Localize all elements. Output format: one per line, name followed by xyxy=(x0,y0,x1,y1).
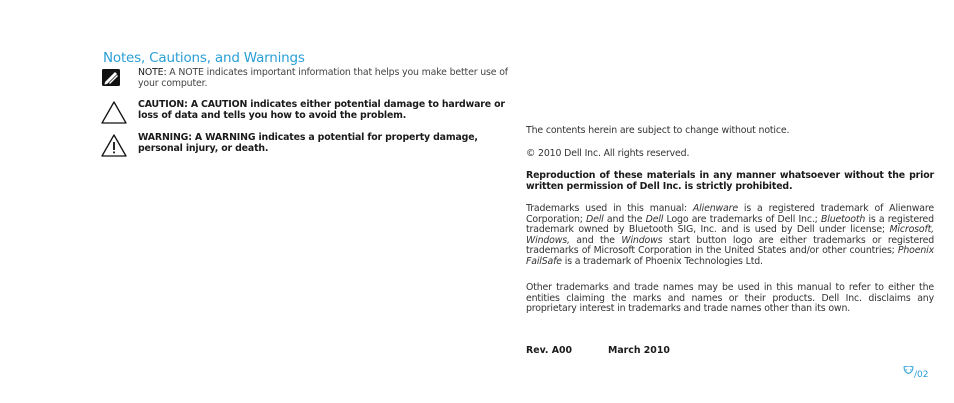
warning-triangle-icon xyxy=(100,133,132,161)
note-text: NOTE: A NOTE indicates important information that helps you make better use of your computer. xyxy=(138,67,508,89)
change-notice: The contents herein are subject to change without notice. xyxy=(526,125,790,136)
trademarks-paragraph: Trademarks used in this manual: Alienware is a registered trademark of Alienware Corporation; Dell and the Dell Logo are trademarks of Dell Inc.; Bluetooth is a registered trademark owned by Bluetooth SIG, Inc. and is used by Dell under license; Microsoft, Windows, and the Windows start button logo are either trademarks or registered trademarks of Microsoft Corporation in the United States and/or other countries; Phoenix FailSafe is a trademark of Phoenix Technologies Ltd. xyxy=(526,203,935,267)
revision-line xyxy=(526,345,670,356)
warning-text: WARNING: A WARNING indicates a potential for property damage, personal injury, or death. xyxy=(138,132,478,154)
revision-number: Rev. A00 xyxy=(526,345,573,356)
caution-triangle-icon xyxy=(100,100,132,128)
page-number-value: 02 xyxy=(917,370,929,380)
note-pencil-icon xyxy=(100,68,132,96)
reproduction-notice: Reproduction of these materials in any manner whatsoever without the prior written permission of Dell Inc. is strictly prohibited. xyxy=(526,170,934,192)
revision-date: March 2010 xyxy=(608,345,670,356)
other-trademarks-paragraph: Other trademarks and trade names may be used in this manual to refer to either the entities claiming the marks and names or their products. Dell Inc. disclaims any proprietary interest in trademarks and trade names other than its own. xyxy=(526,282,934,314)
section-title: Notes, Cautions, and Warnings xyxy=(103,50,305,67)
copyright: © 2010 Dell Inc. All rights reserved. xyxy=(526,148,690,159)
caution-text: CAUTION: A CAUTION indicates either potential damage to hardware or loss of data and tells you how to avoid the problem. xyxy=(138,99,505,121)
alienware-head-icon xyxy=(903,366,914,377)
page-number xyxy=(903,366,929,380)
page-separator: / xyxy=(914,370,918,380)
